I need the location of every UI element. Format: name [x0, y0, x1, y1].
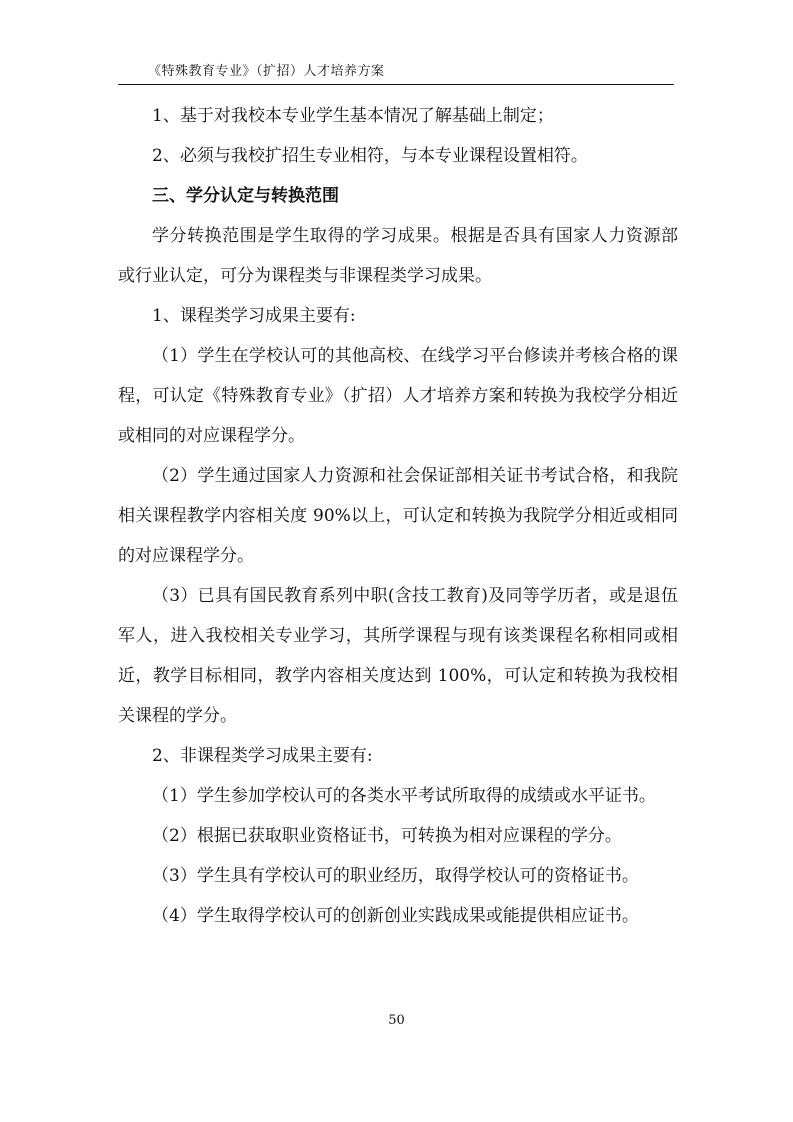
- paragraph-noncourse-outcome-1: （1）学生参加学校认可的各类水平考试所取得的成绩或水平证书。: [152, 786, 656, 806]
- document-body: [118, 96, 678, 936]
- paragraph-noncourse-outcome-4: （4）学生取得学校认可的创新创业实践成果或能提供相应证书。: [152, 906, 639, 926]
- paragraph-noncourse-outcome-2: （2）根据已获取职业资格证书，可转换为相对应课程的学分。: [152, 826, 622, 846]
- running-header: 《特殊教育专业》（扩招）人才培养方案: [148, 64, 385, 79]
- paragraph-course-outcome-1: （1）学生在学校认可的其他高校、在线学习平台修读并考核合格的课程，可认定《特殊教育专业》（扩招）人才培养方案和转换为我校学分相近或相同的对应课程学分。: [118, 346, 678, 446]
- header-rule: [118, 84, 674, 85]
- paragraph-scope-intro: 学分转换范围是学生取得的学习成果。根据是否具有国家人力资源部或行业认定，可分为课程类与非课程类学习成果。: [118, 226, 678, 286]
- paragraph-course-outcome-3: （3）已具有国民教育系列中职(含技工教育)及同等学历者，或是退伍军人，进入我校相关专业学习，其所学课程与现有该类课程名称相同或相近，教学目标相同，教学内容相关度达到 100%，可认定和转换为我校相关课程的学分。: [118, 586, 678, 726]
- page-number: 50: [388, 1013, 405, 1028]
- paragraph-course-outcome-2: （2）学生通过国家人力资源和社会保证部相关证书考试合格，和我院相关课程教学内容相关度 90%以上，可认定和转换为我院学分相近或相同的对应课程学分。: [118, 466, 678, 566]
- paragraph-noncourse-outcome-3: （3）学生具有学校认可的职业经历，取得学校认可的资格证书。: [152, 866, 639, 886]
- section-heading-credit-scope: 三、学分认定与转换范围: [152, 186, 339, 206]
- paragraph-course-outcomes-title: 1、课程类学习成果主要有:: [152, 306, 356, 326]
- paragraph-basis-1: 1、基于对我校本专业学生基本情况了解基础上制定；: [152, 106, 554, 126]
- paragraph-noncourse-outcomes-title: 2、非课程类学习成果主要有:: [152, 746, 373, 766]
- paragraph-basis-2: 2、必须与我校扩招生专业相符，与本专业课程设置相符。: [152, 146, 588, 166]
